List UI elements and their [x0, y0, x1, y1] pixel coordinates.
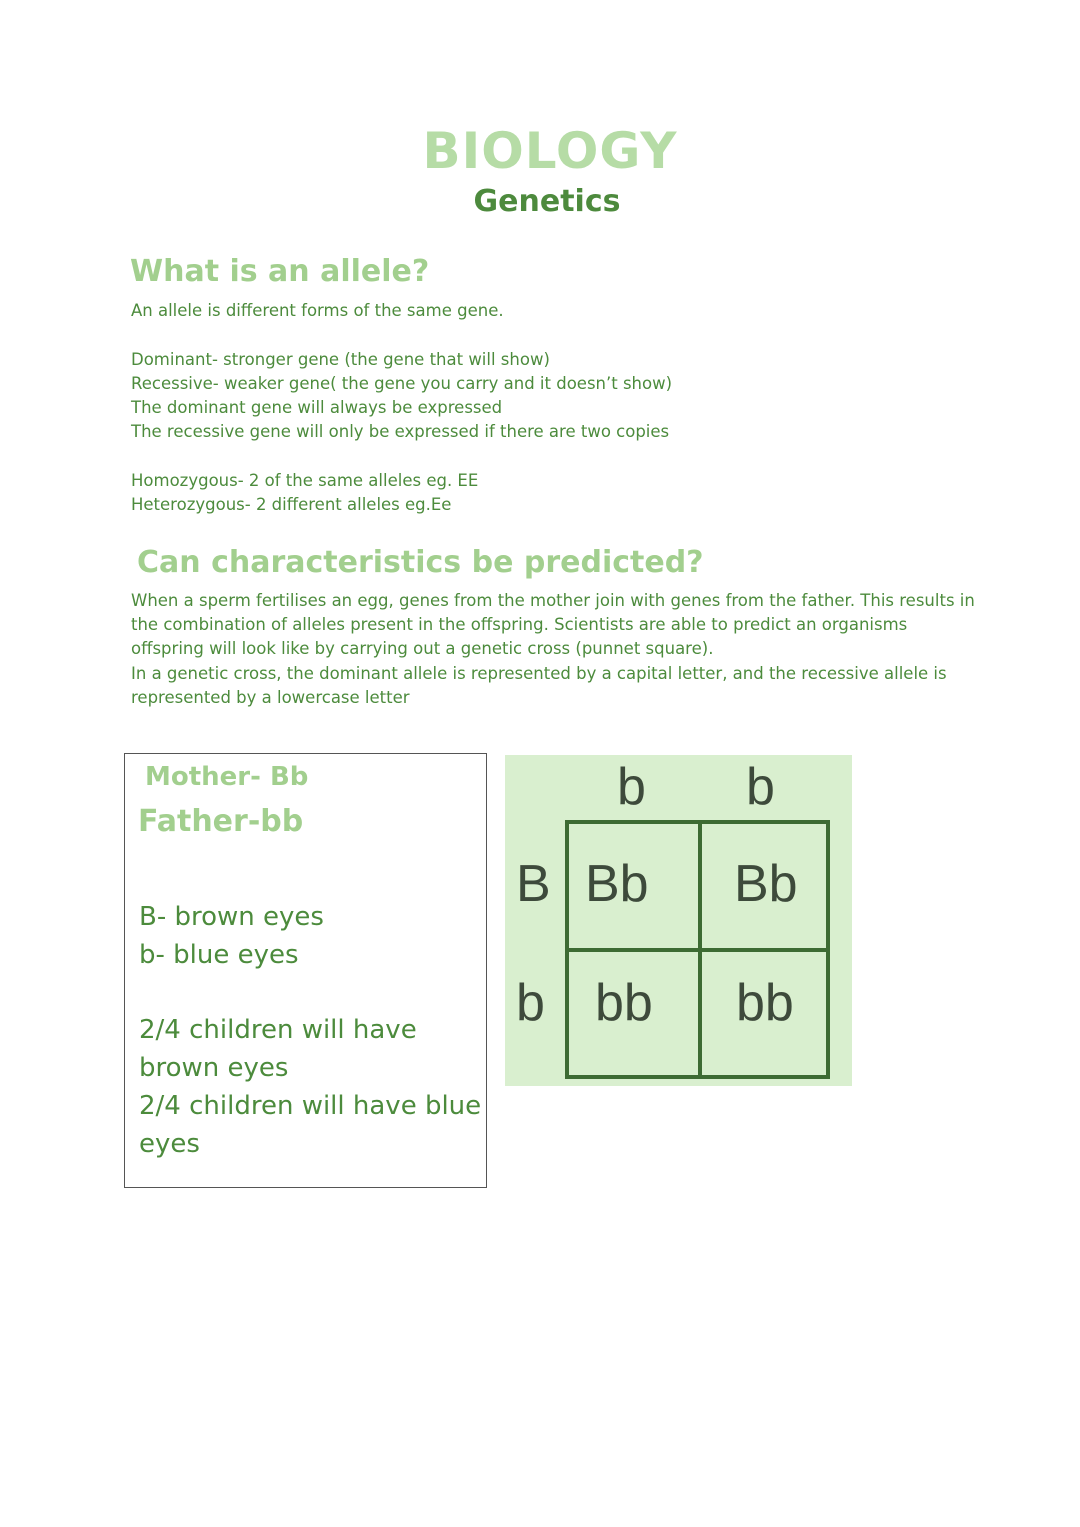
punnett-cell: Bb	[585, 855, 649, 913]
column-header: b	[617, 758, 646, 816]
row-header: B	[516, 855, 551, 913]
allele-heading: What is an allele?	[130, 254, 430, 289]
result-line: brown eyes	[139, 1053, 289, 1083]
paragraph-line: offspring will look like by carrying out a genetic cross (punnet square).	[131, 639, 714, 658]
row-header: b	[516, 974, 545, 1032]
column-header: b	[746, 758, 775, 816]
paragraph-line: In a genetic cross, the dominant allele is represented by a capital letter, and the recessive allele is	[131, 664, 947, 683]
heterozygous-line: Heterozygous- 2 different alleles eg.Ee	[131, 495, 452, 514]
punnett-cell: Bb	[734, 855, 798, 913]
punnett-cell: bb	[595, 974, 653, 1032]
result-line: 2/4 children will have blue	[139, 1091, 482, 1121]
prediction-heading: Can characteristics be predicted?	[137, 545, 704, 580]
punnett-square	[505, 755, 852, 1086]
dominant-expression-line: The dominant gene will always be expressed	[131, 398, 503, 417]
result-line: 2/4 children will have	[139, 1015, 417, 1045]
grid-divider	[569, 948, 826, 952]
paragraph-line: represented by a lowercase letter	[131, 688, 410, 707]
allele-definition: An allele is different forms of the same gene.	[131, 301, 504, 320]
recessive-expression-line: The recessive gene will only be expressed if there are two copies	[131, 422, 670, 441]
paragraph-line: the combination of alleles present in the offspring. Scientists are able to predict an organisms	[131, 615, 908, 634]
example-cross-box	[124, 753, 487, 1188]
paragraph-line: When a sperm fertilises an egg, genes from the mother join with genes from the father. This results in	[131, 591, 975, 610]
key-brown-eyes: B- brown eyes	[139, 902, 324, 932]
key-blue-eyes: b- blue eyes	[139, 940, 299, 970]
page-title: BIOLOGY	[422, 122, 678, 180]
punnett-cell: bb	[736, 974, 794, 1032]
father-genotype: Father-bb	[138, 804, 304, 839]
page-subtitle: Genetics	[473, 184, 621, 219]
result-line: eyes	[139, 1129, 200, 1159]
dominant-line: Dominant- stronger gene (the gene that will show)	[131, 350, 550, 369]
homozygous-line: Homozygous- 2 of the same alleles eg. EE	[131, 471, 479, 490]
mother-genotype: Mother- Bb	[145, 762, 309, 792]
recessive-line: Recessive- weaker gene( the gene you carry and it doesn’t show)	[131, 374, 673, 393]
